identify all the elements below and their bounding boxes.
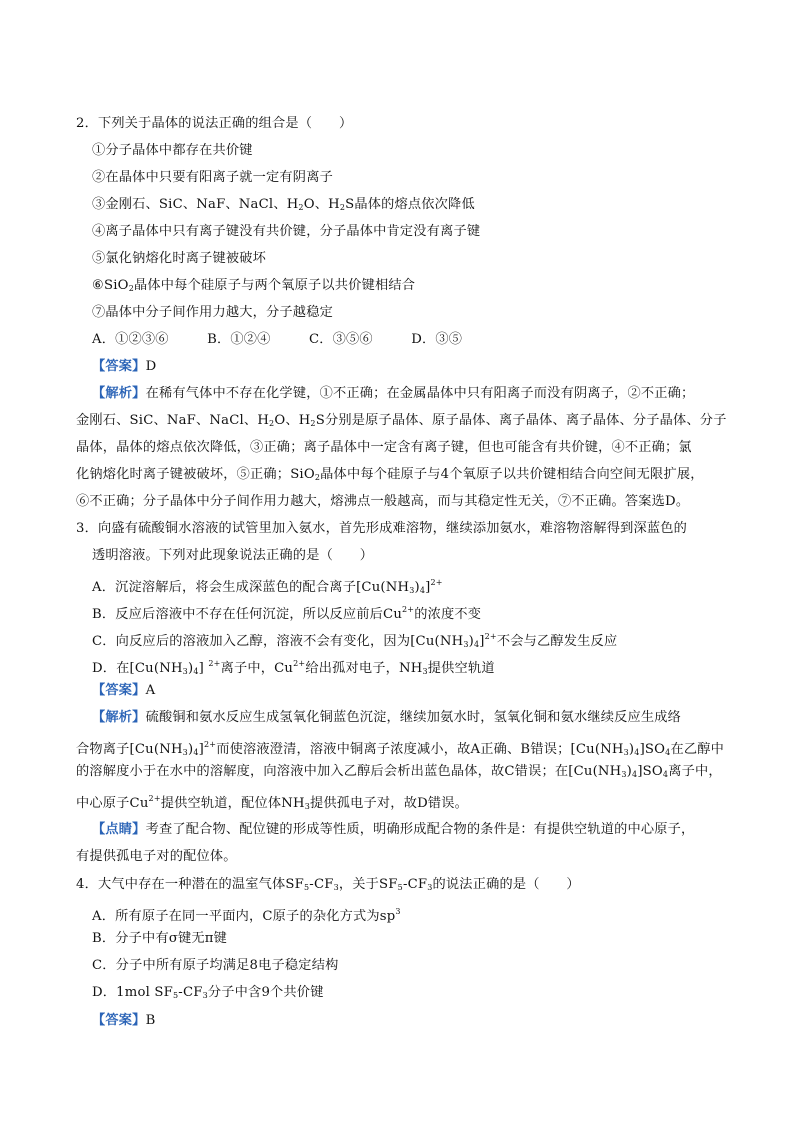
q2-option-b: B．①②④ (207, 332, 271, 347)
q2-option-a: A．①②③⑥ (92, 332, 169, 347)
q2-option-c: C．③⑤⑥ (308, 332, 373, 347)
q3-analysis-line-3: 的溶解度小于在水中的溶解度，向溶液中加入乙醇后会析出蓝色晶体，故C错误；在$[Cu(NH_3)_4]SO_4$离子中， (76, 764, 722, 779)
q2-item-3: ③金刚石、SiC、NaF、NaCl、$H_2O$、$H_2S$晶体的熔点依次降低 (92, 197, 475, 212)
q4-option-a: A．所有原子在同一平面内，C原子的杂化方式为$sp^3$ (92, 907, 401, 924)
q2-analysis-line-5: ⑥不正确；分子晶体中分子间作用力越大，熔沸点一般越高，而与其稳定性无关，⑦不正确。答案选D。 (76, 494, 690, 509)
answer-tag: 【答案】 (92, 1013, 146, 1028)
q3-option-c: C．向反应后的溶液加入乙醇，溶液不会有变化，因为$[Cu(NH_3)_4]^{2+}$不会与乙醇发生反应 (92, 632, 618, 649)
q3-point-line-2: 有提供孤电子对的配位体。 (76, 849, 237, 864)
q2-item-2: ②在晶体中只要有阳离子就一定有阴离子 (92, 170, 333, 185)
q2-item-1: ①分子晶体中都存在共价键 (92, 143, 253, 158)
answer-tag: 【答案】 (92, 359, 146, 374)
q2-analysis-line-2: 金刚石、SiC、NaF、NaCl、$H_2O$、$H_2S$分别是原子晶体、原子晶体、离子晶体、离子晶体、分子晶体、分子 (76, 413, 727, 428)
q3-analysis-line-4: 中心原子$Cu^{2+}$提供空轨道，配位体$NH_3$提供孤电子对，故D错误。 (76, 794, 469, 811)
analysis-tag: 【解析】 (92, 386, 146, 401)
question-3-stem-line-1: 3．向盛有硫酸铜水溶液的试管里加入氨水，首先形成难溶物，继续添加氨水，难溶物溶解得到深蓝色的 (76, 521, 688, 536)
q2-item-6: ⑥SiO$_2$晶体中每个硅原子与两个氧原子以共价键相结合 (92, 278, 416, 293)
q4-answer: 【答案】B (92, 1013, 156, 1028)
q2-option-d: D．③⑤ (411, 332, 463, 347)
point-tag: 【点睛】 (92, 822, 146, 837)
q2-item-4: ④离子晶体中只有离子键没有共价键，分子晶体中肯定没有离子键 (92, 224, 481, 239)
q3-point-line-1: 【点睛】考查了配合物、配位键的形成等性质，明确形成配合物的条件是：有提供空轨道的中心原子， (92, 822, 695, 837)
q3-analysis-line-1: 【解析】硫酸铜和氨水反应生成氢氧化铜蓝色沉淀，继续加氨水时，氢氧化铜和氨水继续反应生成络 (92, 710, 682, 725)
q3-option-b: B．反应后溶液中不存在任何沉淀，所以反应前后$Cu^{2+}$的浓度不变 (92, 605, 482, 622)
question-3-stem-line-2: 透明溶液。下列对此现象说法正确的是（ ） (92, 548, 374, 563)
question-4-stem: 4．大气中存在一种潜在的温室气体$SF_5-CF_3$，关于$SF_5-CF_3$的说法正确的是（ ） (76, 877, 580, 892)
q3-analysis-line-2: 合物离子$[Cu(NH_3)_4]^{2+}$而使溶液澄清，溶液中铜离子浓度减小，故A正确、B错误；$[Cu(NH_3)_4]SO_4$在乙醇中 (76, 740, 725, 757)
q3-option-d: D．在$[Cu(NH_3)_4]$ $^{2+}$离子中，$Cu^{2+}$给出孤对电子，$NH_3$提供空轨道 (92, 659, 495, 676)
analysis-tag: 【解析】 (92, 710, 146, 725)
answer-tag: 【答案】 (92, 683, 146, 698)
q3-answer: 【答案】A (92, 683, 156, 698)
q4-option-c: C．分子中所有原子均满足8电子稳定结构 (92, 958, 339, 973)
q2-options (92, 331, 462, 349)
q2-item-5: ⑤氯化钠熔化时离子键被破坏 (92, 251, 267, 266)
q2-analysis-line-4: 化钠熔化时离子键被破坏，⑤正确；SiO$_2$晶体中每个硅原子与4个氧原子以共价键相结合向空间无限扩展， (76, 467, 704, 482)
q4-option-b: B．分子中有σ键无π键 (92, 931, 228, 946)
q4-option-d: D．1mol $SF_5-CF_3$分子中含9个共价键 (92, 985, 324, 1000)
q3-option-a: A．沉淀溶解后，将会生成深蓝色的配合离子$[Cu(NH_3)_4]^{2+}$ (92, 578, 443, 595)
q2-analysis-line-1: 【解析】在稀有气体中不存在化学键，①不正确；在金属晶体中只有阳离子而没有阴离子，②不正确； (92, 386, 695, 401)
q2-answer: 【答案】D (92, 359, 157, 374)
question-2-stem: 2．下列关于晶体的说法正确的组合是（ ） (76, 116, 353, 131)
q2-analysis-line-3: 晶体，晶体的熔点依次降低，③正确；离子晶体中一定含有离子键，但也可能含有共价键，④不正确；氯 (76, 440, 692, 455)
q2-item-7: ⑦晶体中分子间作用力越大，分子越稳定 (92, 305, 333, 320)
